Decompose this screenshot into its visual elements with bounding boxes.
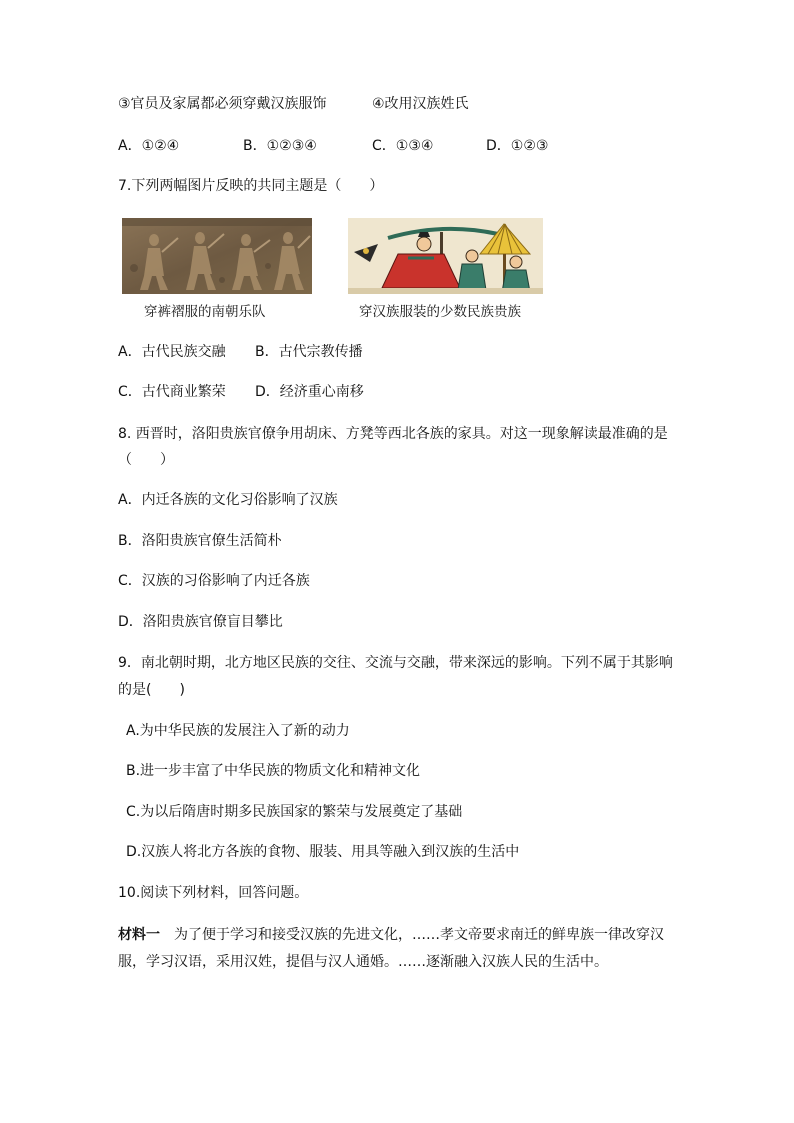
q6-choice-b: B．①②③④ <box>243 138 317 154</box>
q6-choice-a: A．①②④ <box>118 138 180 154</box>
q10-stem: 10.阅读下列材料，回答问题。 <box>118 885 309 901</box>
q10-material-line2: 服，学习汉语，采用汉姓，提倡与汉人通婚。……逐渐融入汉族人民的生活中。 <box>118 954 608 970</box>
figure-noble-han-clothing <box>348 218 543 294</box>
q9-choice-d: D.汉族人将北方各族的食物、服装、用具等融入到汉族的生活中 <box>126 844 520 860</box>
q7-choice-d: D．经济重心南移 <box>255 384 364 400</box>
figure-right-caption: 穿汉族服装的少数民族贵族 <box>359 304 521 320</box>
q8-stem-line2: （ ） <box>118 452 174 468</box>
q7-choice-c: C．古代商业繁荣 <box>118 384 226 400</box>
figure-relief-band <box>122 218 312 294</box>
q8-choice-b: B．洛阳贵族官僚生活简朴 <box>118 533 282 549</box>
q9-choice-c: C.为以后隋唐时期多民族国家的繁荣与发展奠定了基础 <box>126 804 463 820</box>
noble-painting-image <box>348 218 543 294</box>
q7-choice-b: B．古代宗教传播 <box>255 344 363 360</box>
q7-choice-a: A．古代民族交融 <box>118 344 226 360</box>
q6-option-4: ④改用汉族姓氏 <box>372 96 469 112</box>
q6-choice-d: D．①②③ <box>486 138 549 154</box>
figure-left-caption: 穿裤褶服的南朝乐队 <box>144 304 266 320</box>
material-text: 为了便于学习和接受汉族的先进文化，……孝文帝要求南迁的鲜卑族一律改穿汉 <box>160 927 664 943</box>
q9-stem-line2: 的是( ) <box>118 682 185 698</box>
relief-band-image <box>122 218 312 294</box>
q9-choice-a: A.为中华民族的发展注入了新的动力 <box>126 723 350 739</box>
q8-choice-c: C．汉族的习俗影响了内迁各族 <box>118 573 310 589</box>
q8-stem-line1: 8. 西晋时，洛阳贵族官僚争用胡床、方凳等西北各族的家具。对这一现象解读最准确的是 <box>118 426 668 442</box>
q6-choice-c: C．①③④ <box>372 138 434 154</box>
q10-material-line1 <box>118 925 664 945</box>
material-label: 材料一 <box>118 927 160 943</box>
q8-choice-a: A．内迁各族的文化习俗影响了汉族 <box>118 492 338 508</box>
q8-choice-d: D．洛阳贵族官僚盲目攀比 <box>118 614 283 630</box>
q9-choice-b: B.进一步丰富了中华民族的物质文化和精神文化 <box>126 763 421 779</box>
q7-stem: 7.下列两幅图片反映的共同主题是（ ） <box>118 178 384 194</box>
q6-option-3: ③官员及家属都必须穿戴汉族服饰 <box>118 96 327 112</box>
q9-stem-line1: 9．南北朝时期，北方地区民族的交往、交流与交融，带来深远的影响。下列不属于其影响 <box>118 655 673 671</box>
